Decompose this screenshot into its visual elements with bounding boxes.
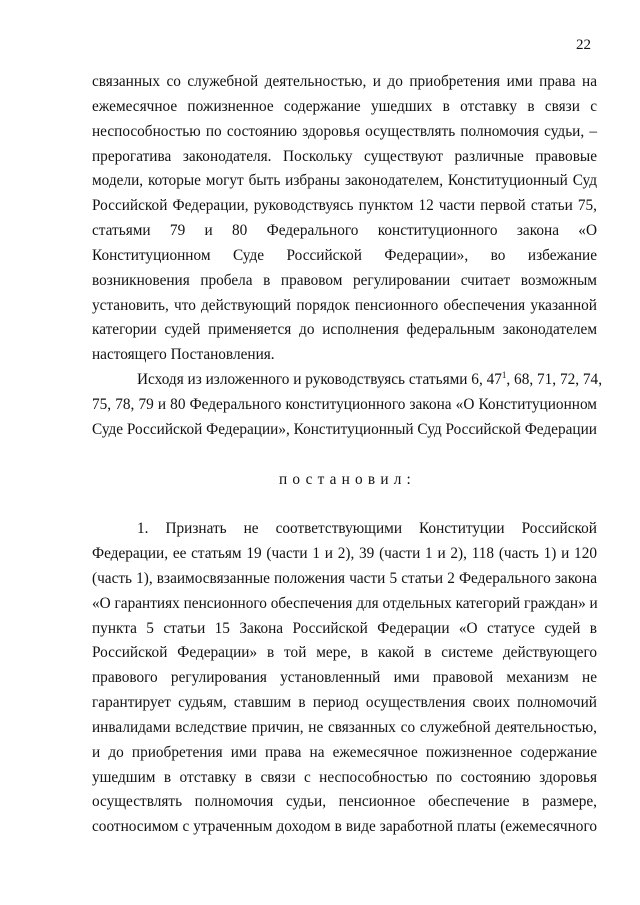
text-line: осуществлять полномочия судьи, пенсионное обеспечение в размере,: [92, 793, 597, 811]
text-line: Российской Федерации» в той мере, в какой в системе действующего: [92, 644, 597, 662]
text-line: ушедшим в отставку в связи с неспособностью по состоянию здоровья: [92, 768, 597, 786]
text-line: пункта 5 статьи 15 Закона Российской Федерации «О статусе судей в: [92, 619, 597, 637]
text-line: (часть 1), взаимосвязанные положения части 5 статьи 2 Федерального закона: [92, 569, 597, 587]
text-line: связанных со служебной деятельностью, и до приобретения ими права на: [92, 73, 597, 90]
text-line: установить, что действующий порядок пенсионного обеспечения указанной: [92, 296, 597, 314]
text-line: Конституционном Суде Российской Федерации», во избежание: [92, 246, 597, 264]
document-body: [92, 70, 603, 840]
text-line: [92, 368, 603, 393]
text-line: соотносимом с утраченным доходом в виде заработной платы (ежемесячного: [92, 818, 597, 836]
paragraph-resolution-1: [92, 517, 597, 840]
spacer: [92, 443, 597, 468]
text-line: правового регулирования установленный ими правовой механизм не: [92, 669, 597, 687]
text-line: неспособностью по состоянию здоровья осуществлять полномочия судьи, –: [92, 122, 597, 140]
text-line: Федерации, ее статьям 19 (части 1 и 2), 39 (части 1 и 2), 118 (часть 1) и 120: [92, 545, 597, 563]
resolution-heading: постановил:: [279, 470, 416, 488]
text-line: и до приобретения ими права на ежемесячное пожизненное содержание: [92, 743, 597, 761]
paragraph-grounds: [92, 368, 603, 443]
text-line: Суде Российской Федерации», Конституционный Суд Российской Федерации: [92, 420, 597, 438]
text-line: Российской Федерации, руководствуясь пунктом 12 части первой статьи 75,: [92, 197, 597, 215]
text-line: возникновения пробела в правовом регулировании считает возможным: [92, 271, 597, 289]
text-line: инвалидами вследствие причин, не связанных со служебной деятельностью,: [92, 718, 597, 736]
text-line: гарантирует судьям, ставшим в период осуществления своих полномочий: [92, 694, 597, 712]
text-line: категории судей применяется до исполнения федеральным законодателем: [92, 321, 597, 339]
superscript: 1: [501, 370, 507, 381]
page-number: 22: [576, 37, 591, 53]
text-line: ежемесячное пожизненное содержание ушедших в отставку в связи с: [92, 97, 597, 115]
text-line: статьями 79 и 80 Федерального конституционного закона «О: [92, 222, 597, 240]
text-line: прерогатива законодателя. Поскольку существуют различные правовые: [92, 147, 597, 165]
paragraph-continuation: [92, 70, 597, 368]
text-fragment: Исходя из изложенного и руководствуясь статьями 6, 47: [137, 371, 502, 389]
text-line: 75, 78, 79 и 80 Федерального конституционного закона «О Конституционном: [92, 395, 597, 413]
text-line: настоящего Постановления.: [92, 346, 275, 364]
text-line: 1. Признать не соответствующими Конституции Российской: [137, 520, 597, 538]
text-line: «О гарантиях пенсионного обеспечения для отдельных категорий граждан» и: [92, 594, 598, 612]
text-line: модели, которые могут быть избраны законодателем, Конституционный Суд: [92, 172, 597, 190]
spacer: [92, 492, 597, 517]
text-fragment: , 68, 71, 72, 74,: [506, 371, 603, 389]
